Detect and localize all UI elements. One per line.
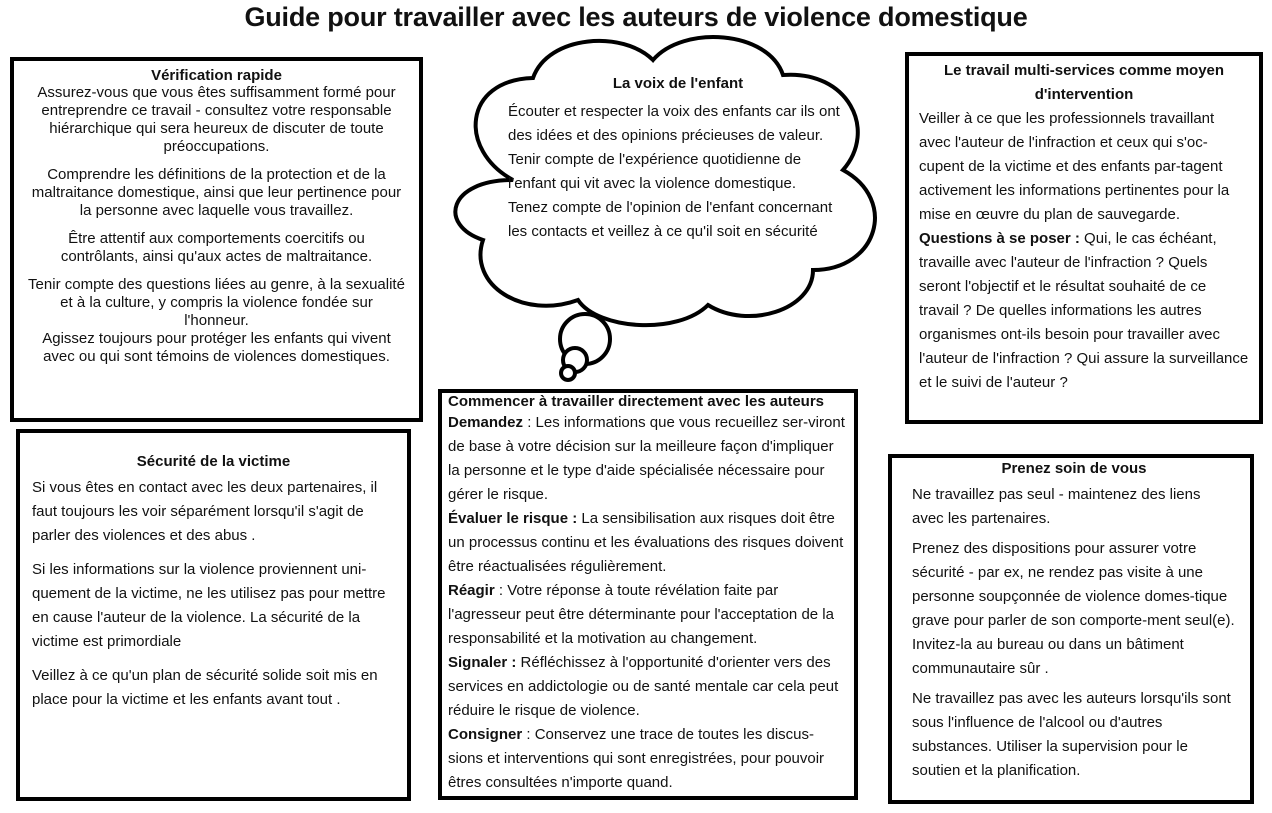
commencer-item: Demandez : Les informations que vous recueillez ser-viront de base à votre décision sur la meilleure façon d'impliquer la personne et le type d'aide spécialisée nécessaire pour gérer le risque. [448,414,845,503]
commencer-box [438,389,858,800]
page-title: Guide pour travailler avec les auteurs de violence domestique [244,2,1028,32]
soin-box [888,454,1254,804]
soin-text-2: Prenez des dispositions pour assurer votre sécurité - par ex, ne rendez pas visite à une personne soupçonnée de violence domes-tique grave pour parler de son comporte-ment seul(e). Invitez-la au bureau ou dans un bâtiment communautaire sûr . [912,540,1235,677]
questions-text: Qui, le cas échéant, travaille avec l'auteur de l'infraction ? Quels seront l'objectif et le résultat souhaité de ce travail ? De quelles informations les autres organismes ont-ils besoin pour travailler avec l'auteur de l'infraction ? Qui assure la surveillance et le suivi de l'auteur ? [919,230,1249,391]
verification-text-2: Comprendre les définitions de la protection et de la maltraitance domestique, ainsi que leur pertinence pour la personne avec laquelle vous travaillez. [31,166,402,219]
verification-text-1: Assurez-vous que vous êtes suffisamment formé pour entreprendre ce travail - consultez votre responsable hiérarchique qui sera heureux de discuter de toute préoccupations. [37,84,396,155]
voix-enfant-text-2: Tenir compte de l'expérience quotidienne de l'enfant qui vit avec la violence domestique. [508,151,802,192]
verification-text-3: Être attentif aux comportements coercitifs ou contrôlants, ainsi qu'aux actes de maltraitance. [60,230,373,265]
commencer-item: Signaler : Réfléchissez à l'opportunité d'orienter vers des services en addictologie ou de santé mentale car cela peut réduire le risque de violence. [448,654,839,719]
voix-enfant-heading: La voix de l'enfant [612,75,744,92]
commencer-item: Consigner : Conservez une trace de toutes les discus-sions et interventions qui sont enregistrées, pour pouvoir êtres consultées n'importe quand. [448,726,825,791]
soin-text-1: Ne travaillez pas seul - maintenez des liens avec les partenaires. [912,486,1201,527]
securite-victime-text-3: Veillez à ce qu'un plan de sécurité solide soit mis en place pour la victime et les enfants avant tout . [32,667,378,708]
commencer-heading: Commencer à travailler directement avec les auteurs [448,393,825,410]
soin-heading: Prenez soin de vous [1001,460,1147,477]
voix-enfant-text-1: Écouter et respecter la voix des enfants car ils ont des idées et des opinions précieuses de valeur. [508,103,840,144]
soin-text-3: Ne travaillez pas avec les auteurs lorsqu'ils sont sous l'influence de l'alcool ou d'autres substances. Utiliser la supervision pour le soutien et la planification. [912,690,1231,779]
multi-services-text: Veiller à ce que les professionnels travaillant avec l'auteur de l'infraction et ceux qui s'oc-cupent de la victime et des enfants par-tagent activement les informations pertinentes pour la mise en œuvre du plan de sauvegarde. [919,110,1230,223]
multi-services-box [905,52,1263,424]
securite-victime-heading: Sécurité de la victime [136,453,291,470]
verification-text-4: Tenir compte des questions liées au genre, à la sexualité et à la culture, y compris la violence fondée sur l'honneur. [28,276,405,329]
questions-label: Questions à se poser : [919,230,1080,247]
securite-victime-text-1: Si vous êtes en contact avec les deux partenaires, il faut toujours les voir séparément lorsqu'il s'agit de parler des violences et des abus . [32,479,378,544]
commencer-item: Évaluer le risque : La sensibilisation aux risques doit être un processus continu et les évaluations des risques doivent être réactualisées régulièrement. [448,510,844,575]
multi-services-questions [919,227,1249,395]
commencer-item: Réagir : Votre réponse à toute révélation faite par l'agresseur peut être déterminante pour l'acceptation de la responsabilité et la motivation au changement. [448,582,834,647]
verification-box [10,57,423,422]
verification-text-5: Agissez toujours pour protéger les enfants qui vivent avec ou qui sont témoins de violences domestiques. [42,330,391,365]
securite-victime-box [16,429,411,801]
securite-victime-text-2: Si les informations sur la violence proviennent uni-quement de la victime, ne les utilisez pas pour mettre en cause l'auteur de la violence. La sécurité de la victime est primordiale [32,561,386,650]
voix-enfant-text-3: Tenez compte de l'opinion de l'enfant concernant les contacts et veillez à ce qu'il soit en sécurité [508,199,833,240]
verification-heading: Vérification rapide [151,67,282,84]
voix-enfant-content [508,72,848,244]
multi-services-heading: Le travail multi-services comme moyen d'intervention [943,62,1225,103]
